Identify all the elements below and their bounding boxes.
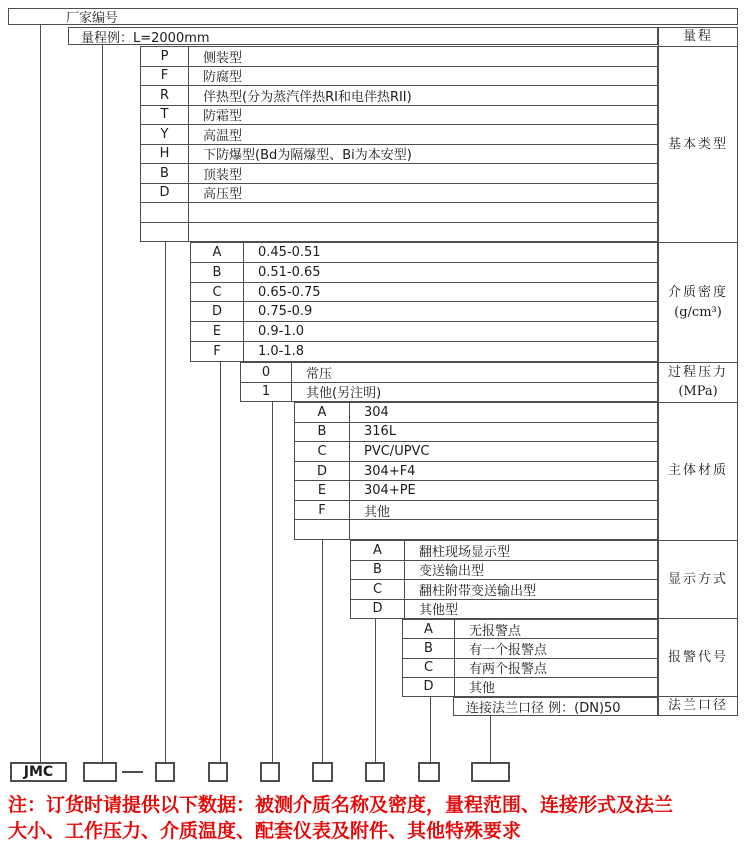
code-box-pressure: [260, 762, 280, 782]
code-cell: [141, 203, 189, 222]
desc-cell: 下防爆型(Bd为隔爆型、Bi为本安型): [203, 148, 412, 164]
code-box-range: [83, 762, 117, 782]
code-cell: C: [295, 442, 350, 461]
code-cell: E: [191, 322, 244, 341]
table-row: [351, 599, 657, 619]
code-cell: D: [141, 184, 189, 203]
desc-cell: 高温型: [203, 128, 243, 144]
manufacturer-code-label: 厂家编号: [66, 11, 119, 26]
code-cell: [295, 520, 350, 539]
code-cell: Y: [141, 125, 189, 144]
desc-cell: 0.75-0.9: [258, 304, 313, 320]
desc-cell: 无报警点: [469, 623, 522, 639]
code-cell: D: [295, 462, 350, 481]
table-row: [141, 163, 657, 183]
code-cell: P: [141, 47, 189, 66]
code-box-display: [365, 762, 385, 782]
body-material-table: [294, 402, 658, 540]
desc-cell: 其他型: [419, 603, 459, 619]
table-row: [241, 382, 657, 402]
range-example-row: [68, 27, 658, 45]
code-cell: F: [141, 67, 189, 86]
code-cell: D: [351, 600, 405, 619]
desc-cell: 防霜型: [203, 109, 243, 125]
table-row: [403, 658, 657, 677]
table-row: [191, 301, 657, 321]
display-mode-table: [350, 540, 658, 619]
code-cell: T: [141, 106, 189, 125]
code-cell: B: [141, 164, 189, 183]
table-row: [241, 363, 657, 382]
label-material: 主体材质: [659, 402, 737, 540]
desc-cell: 0.51-0.65: [258, 264, 321, 280]
code-cell: B: [351, 561, 405, 580]
code-box-density: [208, 762, 228, 782]
desc-cell: 304: [364, 404, 389, 420]
desc-cell: 有一个报警点: [469, 642, 548, 658]
table-row: [191, 321, 657, 341]
table-row: [403, 677, 657, 696]
desc-cell: 1.0-1.8: [258, 344, 305, 360]
code-cell: 1: [241, 383, 292, 402]
alarm-code-table: [402, 619, 658, 697]
label-basic-type: 基本类型: [659, 46, 737, 242]
label-flange: 法兰口径: [659, 696, 737, 715]
desc-cell: 0.9-1.0: [258, 324, 305, 340]
desc-cell: 侧装型: [203, 50, 243, 66]
code-cell: F: [191, 342, 244, 361]
table-row: [295, 519, 657, 539]
table-row: [191, 282, 657, 302]
desc-cell: 防腐型: [203, 70, 243, 86]
code-cell: A: [191, 243, 244, 262]
desc-cell: 常压: [306, 366, 333, 382]
medium-density-table: [190, 242, 658, 362]
category-label-column: [658, 27, 738, 716]
desc-cell: 顶装型: [203, 167, 243, 183]
code-cell: B: [295, 423, 350, 442]
desc-cell: 翻柱附带变送输出型: [419, 583, 537, 599]
table-row: [141, 66, 657, 86]
process-pressure-table: [240, 362, 658, 402]
code-box-alarm: [418, 762, 440, 782]
table-row: [351, 560, 657, 580]
desc-cell: 其他: [469, 681, 496, 697]
label-pressure-line1: 过程压力: [667, 364, 728, 380]
desc-cell: 变送输出型: [419, 564, 485, 580]
dash-separator: [122, 771, 143, 773]
table-row: [191, 262, 657, 282]
basic-type-table: [140, 46, 658, 242]
code-box-flange: [471, 762, 510, 782]
code-cell: D: [403, 678, 455, 696]
connector-pressure: [272, 402, 273, 762]
table-row: [403, 620, 657, 638]
desc-cell: 高压型: [203, 187, 243, 203]
desc-cell: 翻柱现场显示型: [419, 544, 511, 560]
table-row: [141, 183, 657, 203]
table-row: [141, 124, 657, 144]
code-cell: C: [191, 283, 244, 302]
connector-manufacturer: [40, 25, 41, 762]
desc-cell: 304+PE: [364, 483, 416, 499]
code-cell: E: [295, 481, 350, 500]
table-row: [295, 422, 657, 442]
table-row: [295, 480, 657, 500]
desc-cell: 0.65-0.75: [258, 284, 321, 300]
desc-cell: PVC/UPVC: [364, 443, 430, 459]
code-cell: B: [191, 263, 244, 282]
table-row: [295, 441, 657, 461]
table-row: [141, 144, 657, 164]
label-range: 量程: [682, 29, 713, 45]
desc-cell: 其他: [364, 504, 391, 520]
connector-basic-type: [165, 242, 166, 762]
code-cell: A: [351, 541, 405, 560]
table-row: [141, 105, 657, 125]
ordering-note-line2: 大小、工作压力、介质温度、配套仪表及附件、其他特殊要求: [8, 820, 522, 842]
label-density-line2: (g/cm³): [674, 304, 722, 320]
connector-alarm: [430, 697, 431, 762]
label-alarm: 报警代号: [659, 618, 737, 696]
code-box-material: [312, 762, 333, 782]
code-cell: A: [403, 620, 455, 638]
flange-size-row: [453, 697, 658, 716]
table-row: [141, 222, 657, 242]
connector-flange: [490, 716, 491, 762]
code-cell: B: [403, 639, 455, 657]
connector-range: [102, 45, 103, 762]
connector-display: [375, 619, 376, 762]
connector-density: [220, 362, 221, 762]
table-row: [191, 341, 657, 361]
table-row: [295, 500, 657, 520]
desc-cell: 0.45-0.51: [258, 244, 321, 260]
table-row: [351, 541, 657, 560]
desc-cell: 316L: [364, 424, 397, 440]
code-cell: [141, 223, 189, 242]
range-example-label: 量程例：L=2000mm: [81, 30, 210, 46]
desc-cell: 有两个报警点: [469, 662, 548, 678]
code-cell: H: [141, 145, 189, 164]
label-density: [659, 242, 737, 362]
code-cell: 0: [241, 363, 292, 382]
code-cell: C: [351, 580, 405, 599]
table-row: [295, 403, 657, 422]
label-pressure-line2: (MPa): [678, 384, 718, 400]
flange-size-text: 连接法兰口径 例：(DN)50: [466, 701, 621, 716]
ordering-note: [8, 792, 746, 844]
code-cell: F: [295, 501, 350, 520]
code-cell: D: [191, 302, 244, 321]
desc-cell: 其他(另注明): [306, 386, 382, 402]
table-row: [141, 47, 657, 66]
connector-material: [322, 540, 323, 762]
label-pressure: [659, 362, 737, 402]
code-cell: R: [141, 86, 189, 105]
code-cell: A: [295, 403, 350, 422]
table-row: [295, 461, 657, 481]
label-density-line1: 介质密度: [667, 285, 728, 301]
desc-cell: 伴热型(分为蒸汽伴热RI和电伴热RII): [203, 89, 412, 105]
label-display: 显示方式: [659, 540, 737, 619]
code-box-basic-type: [155, 762, 175, 782]
code-cell: C: [403, 659, 455, 677]
table-row: [191, 243, 657, 262]
table-row: [403, 638, 657, 657]
table-row: [141, 85, 657, 105]
table-row: [141, 202, 657, 222]
model-prefix-box: JMC: [10, 762, 67, 782]
desc-cell: 304+F4: [364, 463, 416, 479]
table-row: [351, 579, 657, 599]
ordering-note-line1: 注：订货时请提供以下数据：被测介质名称及密度，量程范围、连接形式及法兰: [8, 794, 674, 816]
manufacturer-code-row: [8, 8, 738, 25]
